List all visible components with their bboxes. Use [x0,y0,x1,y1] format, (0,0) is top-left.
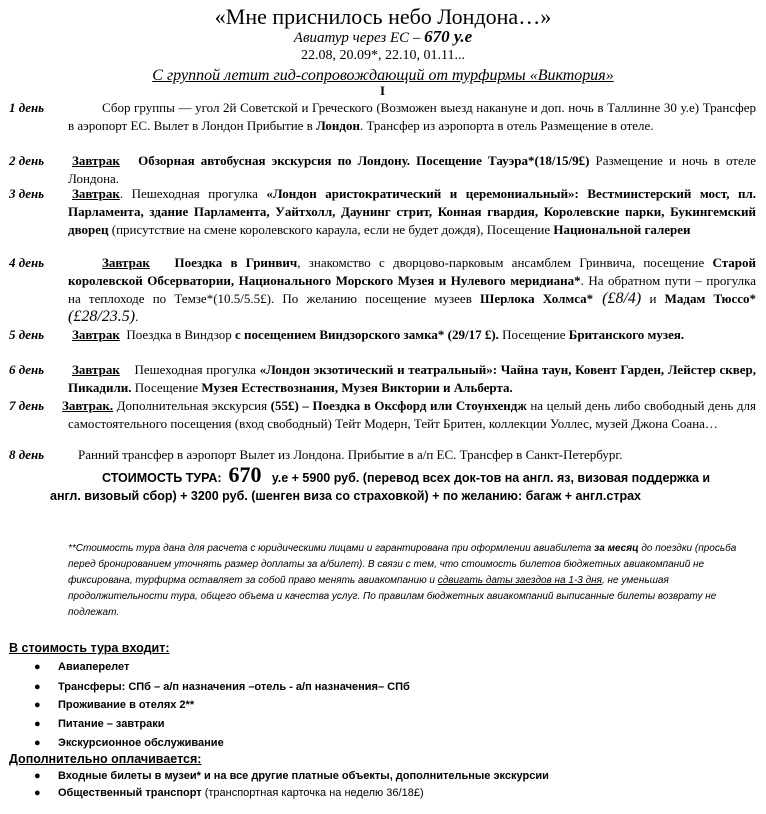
day-label: 1 день [9,100,45,115]
day-text-part: . Пешеходная прогулка [119,186,267,201]
day-text-bold: (55£) – Поездка в Оксфорд или Стоунхендж [270,398,527,413]
bullet-icon: ● [34,681,41,693]
included-item [34,697,195,713]
guide-line: С группой летит гид-сопровождающий от турфирмы «Виктория» [152,67,614,84]
cost-label: СТОИМОСТЬ ТУРА: [102,471,222,485]
day-text-part: . [135,309,139,324]
included-item-label: Проживание в отелях 2** [58,699,195,711]
extra-item [34,785,424,801]
day-text-part: Дополнительная экскурсия [113,398,271,413]
bullet-icon: ● [34,699,41,711]
note-text: **Стоимость тура дана для расчета с юридическими лицами и гарантирована при оформлении авиабилета [68,543,595,554]
day-text [68,446,756,464]
day-text-bold: «Лондон аристократический и церемониальный»: Вестминстерский мост, пл. Парламента, здание Парламента, Уайтхолл, Даунинг стрит, Конная гвардия, Королевские парки, Букингемский дворец [68,186,756,237]
day-label: 3 день [9,186,45,201]
day-text [68,99,756,135]
cost-details: у.е + 5900 руб. (перевод всех док-тов на англ. яз, визовая поддержка и англ. визовый сбор) + 3200 руб. (шенген виза со страховкой) + по желанию: багаж + англ.страх [50,471,711,503]
day-text-part: Пешеходная прогулка [134,362,260,377]
day-text-bold: Национальной галереи [553,222,691,237]
included-item-label: Питание – завтраки [58,718,165,730]
bullet-icon: ● [34,737,41,749]
day-text-part: . На обратном пути – прогулка на теплоходе по Темзе*(10.5/5.5£). По желанию посещение музеев [68,273,756,306]
bullet-icon: ● [34,787,41,799]
included-heading: В стоимость тура входит: [9,641,170,655]
day-text [68,152,756,188]
included-item-label: Экскурсионное обслуживание [58,737,224,749]
day-6 [0,361,766,397]
day-text-part: и [641,291,665,306]
included-item [34,716,165,732]
subtitle-prefix: Авиатур через ЕС – [293,30,421,46]
bullet-icon: ● [34,661,41,673]
day-text [62,397,756,433]
breakfast-label: Завтрак [72,327,120,342]
day-label: 8 день [9,447,45,462]
breakfast-label: Завтрак [72,153,120,168]
day-text [68,185,756,239]
tour-dates: 22.08, 20.09*, 22.10, 01.11... [301,48,465,63]
breakfast-label: Завтрак [102,255,150,270]
day-text-part: Посещение [131,380,202,395]
day-label: 6 день [9,362,45,377]
day-5 [0,326,766,344]
extra-heading: Дополнительно оплачивается: [9,752,202,766]
day-label: 7 день [9,398,45,413]
day-text-part: , знакомство с дворцово-парковым ансамблем Гринвича, посещение [297,255,713,270]
day-text [68,254,756,326]
extra-item-detail: (транспортная карточка на неделю 36/18£) [201,787,424,799]
extra-item-label: Входные билеты в музеи* и на все другие платные объекты, дополнительные экскурсии [58,770,549,782]
day-3 [0,185,766,239]
note-underlined: сдвигать даты заездов на 1-3 дня [437,575,602,586]
breakfast-label: Завтрак [72,186,120,201]
day-text-part: Ранний трансфер в аэропорт Вылет из Лондона. Прибытие в а/п ЕС. Трансфер в Санкт-Петербург. [78,447,623,462]
day-text-bold: Обзорная автобусная экскурсия по Лондону. Посещение Тауэра*(18/15/9£) [138,153,590,168]
day-4 [0,254,766,326]
day-text-part: Поездка в Виндзор [126,327,236,342]
day-2 [0,152,766,188]
included-item [34,679,410,695]
note-text: до поездки (просьба перед бронированием уточнять размер доплаты за а/билет). В связи с тем, что стоимость билетов бюджетных авиакомпаний не фиксирована, турфирма оставляет за собой право менять авиакомпанию и [68,543,737,586]
breakfast-label: Завтрак. [62,398,114,413]
cost-number: 670 [228,462,262,487]
day-text-bold: Поездка в Гринвич [174,255,298,270]
price-large: (£8/4) [593,290,642,307]
day-text-bold: Британского музея. [568,327,685,342]
included-item-label: Авиаперелет [58,661,130,673]
day-text-bold: с посещением Виндзорского замка* (29/17 £). [235,327,499,342]
day-text-bold: Старой королевской Обсерватории, Национального Морского Музея и Нулевого меридиана* [68,255,756,288]
price-large: (£28/23.5) [68,308,136,325]
day-text-part: на целый день либо свободный день для самостоятельного посещения (вход свободный) Тейт Модерн, Тейт Бритен, коллекции Уоллес, музей Джона Соана… [68,398,756,431]
day-text-bold: Мадам Тюссо* [664,291,757,306]
day-text-part: . Трансфер из аэропорта в отель Размещение в отеле. [359,118,654,133]
day-label: 2 день [9,153,45,168]
day-text-bold: «Лондон экзотический и театральный»: Чайна таун, Ковент Гарден, Лейстер сквер, Пикадили. [68,362,757,395]
footnote [68,541,758,621]
day-text-part: (присутствие на смене королевского караула, если не будет дождя), Посещение [108,222,554,237]
day-8 [0,446,766,464]
subtitle [0,28,766,47]
day-text-bold: Шерлока Холмса* [480,291,594,306]
note-text: , не уменьшая продолжительности тура, общего объема и качества услуг. По правилам бюджетных авиакомпаний выписанные билеты возврату не подлежат. [68,575,717,618]
bullet-icon: ● [34,770,41,782]
tour-cost [50,462,740,505]
cursor-mark: I [380,83,386,98]
page-title: «Мне приснилось небо Лондона…» [214,4,552,29]
extra-item [34,768,549,784]
day-label: 5 день [9,327,45,342]
breakfast-label: Завтрак [72,362,120,377]
day-text-part: Посещение [498,327,569,342]
day-text-part: Размещение и ночь в отеле Лондона. [68,153,756,186]
day-7 [0,397,766,433]
included-item [34,735,224,751]
subtitle-price: 670 у.е [424,27,473,46]
day-text-bold: Музея Естествознания, Музея Виктории и Альберта. [201,380,513,395]
note-bold: за месяц [594,543,639,554]
extra-item-label: Общественный транспорт [58,787,202,799]
included-item [34,659,130,675]
included-item-label: Трансферы: СПб – а/п назначения –отель - а/п назначения– СПб [58,681,410,693]
day-text-bold: Лондон [316,118,360,133]
bullet-icon: ● [34,718,41,730]
day-text [68,361,756,397]
day-1 [0,99,766,135]
day-text [68,326,756,344]
day-text-part: Сбор группы — угол 2й Советской и Греческого (Возможен выезд накануне и доп. ночь в Таллинне 30 у.е) Трансфер в аэропорт ЕС. Вылет в Лондон Прибытие в [68,100,756,133]
day-label: 4 день [9,255,45,270]
